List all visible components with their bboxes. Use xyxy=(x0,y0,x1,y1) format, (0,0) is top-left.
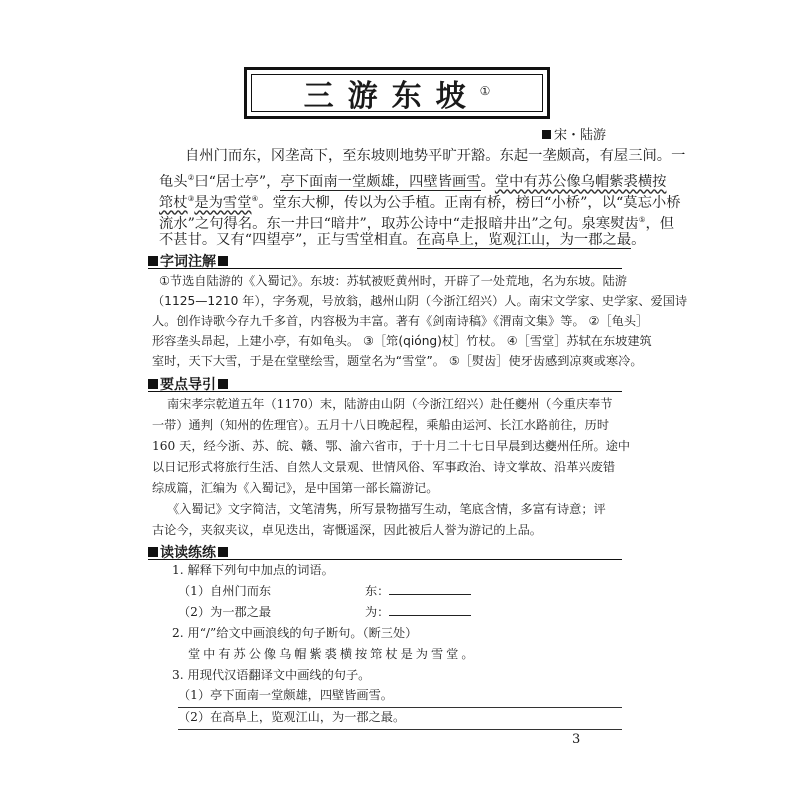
question-1-answer-a: 东： xyxy=(365,582,471,601)
passage-line-3: 筇杖③是为雪堂④。堂东大柳，传以为公手植。正南有桥，榜曰“小桥”，以“莫忘小桥 xyxy=(159,194,681,211)
question-3: 3. 用现代汉语翻译文中画线的句子。 xyxy=(172,668,371,682)
guide-line: 综成篇，汇编为《入蜀记》，是中国第一部长篇游记。 xyxy=(152,481,439,495)
question-1-item-a: （1）自州门而东 xyxy=(178,584,272,598)
guide-line: 160 天，经今浙、苏、皖、赣、鄂、渝六省市，于十月二十七日早晨到达夔州任所。途中 xyxy=(152,439,631,453)
section-heading-exercises: 读读练练 xyxy=(148,542,230,562)
underlined-sentence-1: 亭下面南一堂颇雄，四壁皆画雪 xyxy=(280,173,481,190)
question-3-item-a: （1）亭下面南一堂颇雄，四壁皆画雪。 xyxy=(178,688,393,702)
square-bullet-icon xyxy=(148,256,158,266)
passage-line-4: 流水”之句得名。东一井曰“暗井”，取苏公诗中“走报暗井出”之句。泉寒熨齿⑤，但 xyxy=(159,215,675,232)
underlined-sentence-2: 在高阜上，览观江山，为一郡之最 xyxy=(416,232,632,248)
answer-blank[interactable] xyxy=(389,594,471,595)
square-bullet-icon xyxy=(218,379,228,389)
author-marker-icon xyxy=(542,130,551,139)
guide-line: 《入蜀记》文字简洁，文笔清隽，所写景物描写生动，笔底含情，多富有诗意；评 xyxy=(167,502,606,516)
annotation-line: ①节选自陆游的《入蜀记》。东坡：苏轼被贬黄州时，开辟了一处荒地，名为东坡。陆游 xyxy=(159,274,627,288)
passage-line-1: 自州门而东，冈垄高下，至东坡则地势平旷开豁。东起一垄颇高，有屋三间。一 xyxy=(185,148,686,164)
section-rule xyxy=(148,559,622,560)
question-1: 1. 解释下列句中加点的词语。 xyxy=(172,563,334,577)
author: 宋・陆游 xyxy=(542,124,606,143)
annotation-line: （1125—1210 年），字务观，号放翁，越州山阴（今浙江绍兴）人。南宋文学家、史学家、爱国诗 xyxy=(152,294,688,308)
annotation-line: 形容垄头昂起，上建小亭，有如龟头。 ③［筇(qióng)杖］竹杖。 ④［雪堂］苏轼在东坡建筑 xyxy=(152,334,652,348)
page-number: 3 xyxy=(572,732,581,747)
answer-blank[interactable] xyxy=(389,615,471,616)
square-bullet-icon xyxy=(218,256,228,266)
title-inner-border xyxy=(251,74,543,112)
passage-line-2: 龟头②曰“居士亭”，亭下面南一堂颇雄，四壁皆画雪。堂中有苏公像乌帽紫裘横按 xyxy=(159,173,667,190)
title-box xyxy=(244,67,550,119)
square-bullet-icon xyxy=(218,547,228,557)
section-rule xyxy=(148,391,622,392)
guide-line: 一带）通判（知州的佐理官）。五月十八日晚起程，乘船由运河、长江水路前往，历时 xyxy=(152,418,610,432)
guide-line: 古论今，夹叙夹议，卓见迭出，寄慨遥深，因此被后人誉为游记的上品。 xyxy=(152,523,542,537)
square-bullet-icon xyxy=(148,547,158,557)
section-rule xyxy=(148,268,622,269)
question-2-sentence: 堂中有苏公像乌帽紫裘横按筇杖是为雪堂。 xyxy=(188,647,477,661)
question-2: 2. 用“/”给文中画浪线的句子断句。（断三处） xyxy=(172,626,418,640)
title-footnote-mark: ① xyxy=(479,84,491,98)
question-3-item-b: （2）在高阜上，览观江山，为一郡之最。 xyxy=(178,710,406,724)
guide-line: 南宋孝宗乾道五年（1170）末，陆游由山阴（今浙江绍兴）赴任夔州（今重庆奉节 xyxy=(167,397,613,411)
question-1-answer-b: 为： xyxy=(365,603,471,622)
passage-line-5: 不甚甘。又有“四望亭”，正与雪堂相直。在高阜上，览观江山，为一郡之最。 xyxy=(159,232,646,248)
annotation-line: 人。创作诗歌今存九千多首，内容极为丰富。著有《剑南诗稿》《渭南文集》等。 ②［龟头］ xyxy=(152,314,649,328)
question-1-item-b: （2）为一郡之最 xyxy=(178,605,272,619)
page-title: 三游东坡① xyxy=(303,79,491,114)
wavy-sentence: 堂中有苏公像乌帽紫裘横按 xyxy=(494,173,667,190)
section-heading-guide: 要点导引 xyxy=(148,374,230,394)
annotation-line: 室时，天下大雪，于是在堂壁绘雪，题堂名为“雪堂”。 ⑤［熨齿］使牙齿感到凉爽或寒冷。 xyxy=(152,354,643,368)
answer-line[interactable] xyxy=(178,729,622,730)
guide-line: 以日记形式将旅行生活、自然人文景观、世情风俗、军事政治、诗文掌故、沿革兴废错 xyxy=(152,460,616,474)
section-heading-annotations: 字词注解 xyxy=(148,251,230,271)
square-bullet-icon xyxy=(148,379,158,389)
